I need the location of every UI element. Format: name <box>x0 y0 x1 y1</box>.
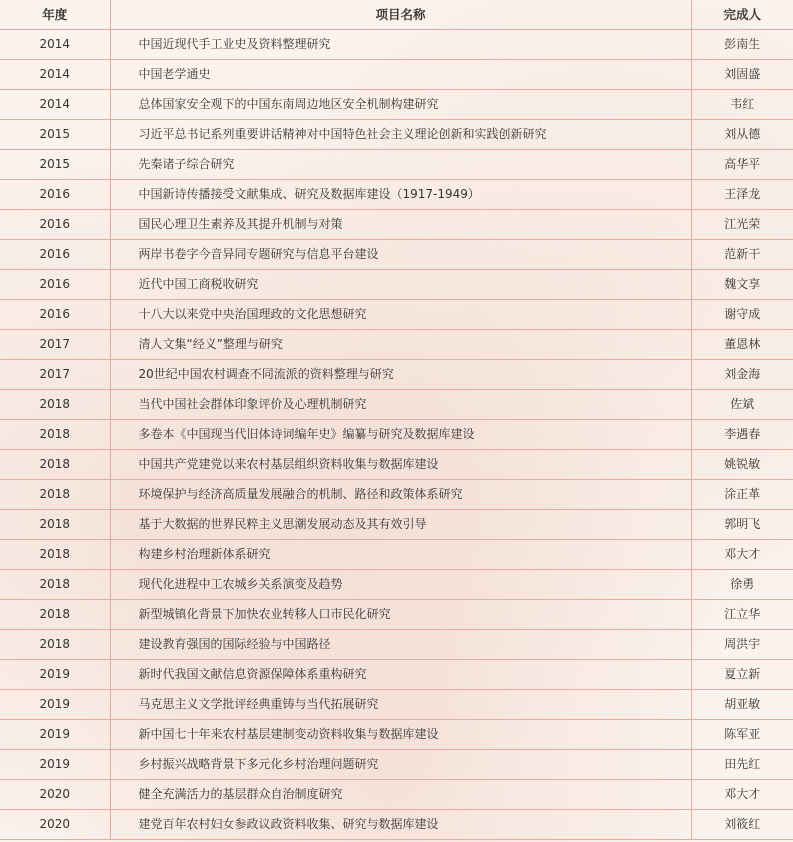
project-name-cell: 新中国七十年来农村基层建制变动资料收集与数据库建设 <box>110 720 691 750</box>
table-row <box>0 480 793 510</box>
person-cell: 田先红 <box>691 750 793 780</box>
header-year: 年度 <box>0 0 110 30</box>
person-cell: 邓大才 <box>691 540 793 570</box>
person-cell: 胡亚敏 <box>691 690 793 720</box>
table-row <box>0 540 793 570</box>
project-name-cell: 中国新诗传播接受文献集成、研究及数据库建设（1917-1949） <box>110 180 691 210</box>
person-cell: 魏文享 <box>691 270 793 300</box>
person-cell: 李遇春 <box>691 420 793 450</box>
project-name-cell: 清人文集“经义”整理与研究 <box>110 330 691 360</box>
person-cell: 高华平 <box>691 150 793 180</box>
person-cell: 刘金海 <box>691 360 793 390</box>
year-cell: 2018 <box>0 510 110 540</box>
year-cell: 2017 <box>0 330 110 360</box>
table-row <box>0 180 793 210</box>
year-cell: 2020 <box>0 810 110 840</box>
project-name-cell: 马克思主义文学批评经典重铸与当代拓展研究 <box>110 690 691 720</box>
project-name-cell: 环境保护与经济高质量发展融合的机制、路径和政策体系研究 <box>110 480 691 510</box>
table-row <box>0 390 793 420</box>
person-cell: 董恩林 <box>691 330 793 360</box>
project-name-cell: 两岸书卷字今音异同专题研究与信息平台建设 <box>110 240 691 270</box>
person-cell: 周洪宇 <box>691 630 793 660</box>
project-name-cell: 先秦诸子综合研究 <box>110 150 691 180</box>
project-name-cell: 现代化进程中工农城乡关系演变及趋势 <box>110 570 691 600</box>
table-row <box>0 210 793 240</box>
year-cell: 2019 <box>0 660 110 690</box>
table-row <box>0 600 793 630</box>
project-name-cell: 当代中国社会群体印象评价及心理机制研究 <box>110 390 691 420</box>
year-cell: 2018 <box>0 390 110 420</box>
table-row <box>0 30 793 60</box>
person-cell: 王泽龙 <box>691 180 793 210</box>
table-row <box>0 720 793 750</box>
year-cell: 2019 <box>0 690 110 720</box>
table-row <box>0 120 793 150</box>
table-row <box>0 360 793 390</box>
person-cell: 夏立新 <box>691 660 793 690</box>
table-row <box>0 780 793 810</box>
project-name-cell: 健全充满活力的基层群众自治制度研究 <box>110 780 691 810</box>
header-person: 完成人 <box>691 0 793 30</box>
person-cell: 徐勇 <box>691 570 793 600</box>
project-name-cell: 基于大数据的世界民粹主义思潮发展动态及其有效引导 <box>110 510 691 540</box>
project-name-cell: 中国近现代手工业史及资料整理研究 <box>110 30 691 60</box>
table-row <box>0 300 793 330</box>
project-name-cell: 中国老学通史 <box>110 60 691 90</box>
project-name-cell: 习近平总书记系列重要讲话精神对中国特色社会主义理论创新和实践创新研究 <box>110 120 691 150</box>
person-cell: 涂正革 <box>691 480 793 510</box>
project-name-cell: 构建乡村治理新体系研究 <box>110 540 691 570</box>
person-cell: 邓大才 <box>691 780 793 810</box>
year-cell: 2018 <box>0 540 110 570</box>
year-cell: 2014 <box>0 60 110 90</box>
table-row <box>0 420 793 450</box>
table-row <box>0 660 793 690</box>
person-cell: 郭明飞 <box>691 510 793 540</box>
year-cell: 2018 <box>0 450 110 480</box>
table-row <box>0 60 793 90</box>
person-cell: 江光荣 <box>691 210 793 240</box>
year-cell: 2017 <box>0 360 110 390</box>
year-cell: 2018 <box>0 600 110 630</box>
table-row <box>0 90 793 120</box>
year-cell: 2019 <box>0 750 110 780</box>
project-name-cell: 新时代我国文献信息资源保障体系重构研究 <box>110 660 691 690</box>
year-cell: 2018 <box>0 630 110 660</box>
person-cell: 刘筱红 <box>691 810 793 840</box>
table-row <box>0 450 793 480</box>
person-cell: 陈军亚 <box>691 720 793 750</box>
person-cell: 佐斌 <box>691 390 793 420</box>
table-row <box>0 510 793 540</box>
year-cell: 2016 <box>0 240 110 270</box>
year-cell: 2020 <box>0 780 110 810</box>
table-row <box>0 150 793 180</box>
table-row <box>0 570 793 600</box>
year-cell: 2015 <box>0 150 110 180</box>
project-name-cell: 乡村振兴战略背景下多元化乡村治理问题研究 <box>110 750 691 780</box>
project-name-cell: 十八大以来党中央治国理政的文化思想研究 <box>110 300 691 330</box>
table-row <box>0 240 793 270</box>
table-body <box>0 30 793 840</box>
table-row <box>0 270 793 300</box>
table-header-row <box>0 0 793 30</box>
table-row <box>0 810 793 840</box>
person-cell: 彭南生 <box>691 30 793 60</box>
project-name-cell: 新型城镇化背景下加快农业转移人口市民化研究 <box>110 600 691 630</box>
year-cell: 2016 <box>0 300 110 330</box>
year-cell: 2016 <box>0 210 110 240</box>
year-cell: 2015 <box>0 120 110 150</box>
year-cell: 2018 <box>0 420 110 450</box>
year-cell: 2016 <box>0 180 110 210</box>
project-name-cell: 多卷本《中国现当代旧体诗词编年史》编纂与研究及数据库建设 <box>110 420 691 450</box>
project-name-cell: 总体国家安全观下的中国东南周边地区安全机制构建研究 <box>110 90 691 120</box>
table-row <box>0 750 793 780</box>
year-cell: 2014 <box>0 30 110 60</box>
year-cell: 2018 <box>0 480 110 510</box>
person-cell: 范新干 <box>691 240 793 270</box>
project-name-cell: 国民心理卫生素养及其提升机制与对策 <box>110 210 691 240</box>
table-row <box>0 330 793 360</box>
year-cell: 2016 <box>0 270 110 300</box>
header-project-name: 项目名称 <box>110 0 691 30</box>
table-row <box>0 630 793 660</box>
person-cell: 刘从德 <box>691 120 793 150</box>
person-cell: 刘固盛 <box>691 60 793 90</box>
project-name-cell: 近代中国工商税收研究 <box>110 270 691 300</box>
person-cell: 韦红 <box>691 90 793 120</box>
person-cell: 江立华 <box>691 600 793 630</box>
project-name-cell: 建党百年农村妇女参政议政资料收集、研究与数据库建设 <box>110 810 691 840</box>
project-name-cell: 20世纪中国农村调查不同流派的资料整理与研究 <box>110 360 691 390</box>
table-row <box>0 690 793 720</box>
year-cell: 2018 <box>0 570 110 600</box>
project-name-cell: 建设教育强国的国际经验与中国路径 <box>110 630 691 660</box>
person-cell: 姚锐敏 <box>691 450 793 480</box>
person-cell: 谢守成 <box>691 300 793 330</box>
project-name-cell: 中国共产党建党以来农村基层组织资料收集与数据库建设 <box>110 450 691 480</box>
year-cell: 2014 <box>0 90 110 120</box>
year-cell: 2019 <box>0 720 110 750</box>
